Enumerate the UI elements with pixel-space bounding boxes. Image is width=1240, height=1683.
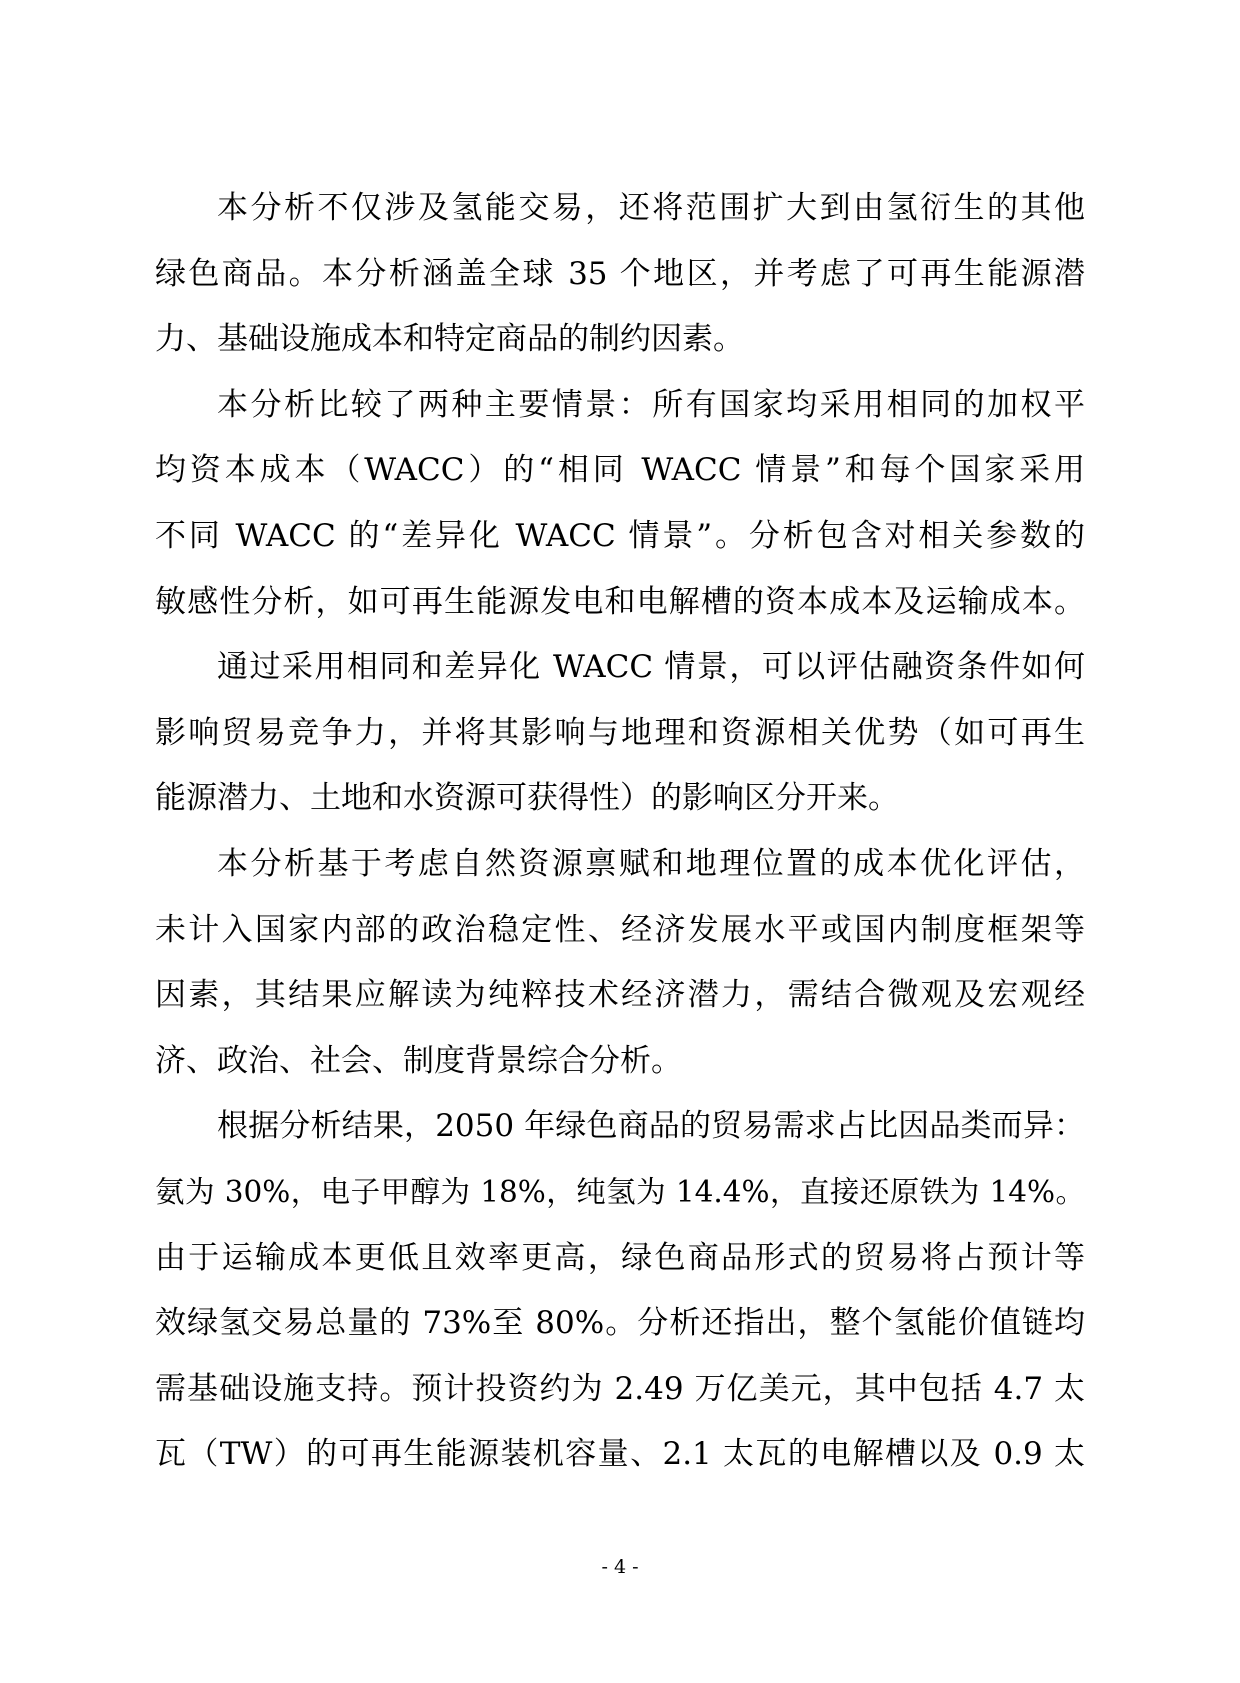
paragraph-4-line-1: 本分析基于考虑自然资源禀赋和地理位置的成本优化评估， [217,845,1085,882]
paragraph-3-line-2: 影响贸易竞争力，并将其影响与地理和资源相关优势（如可再生 [155,714,1085,751]
page-number: - 4 - [601,1556,639,1578]
paragraph-5-line-6: 瓦（TW）的可再生能源装机容量、2.1 太瓦的电解槽以及 0.9 太 [155,1436,1085,1473]
paragraph-4-line-2: 未计入国家内部的政治稳定性、经济发展水平或国内制度框架等 [155,911,1085,948]
paragraph-4-line-3: 因素，其结果应解读为纯粹技术经济潜力，需结合微观及宏观经 [155,977,1085,1014]
paragraph-4-line-4: 济、政治、社会、制度背景综合分析。 [155,1042,682,1079]
paragraph-2-line-2: 均资本成本（WACC）的“相同 WACC 情景”和每个国家采用 [155,452,1085,489]
paragraph-3-line-1: 通过采用相同和差异化 WACC 情景，可以评估融资条件如何 [217,649,1085,686]
paragraph-2-line-3: 不同 WACC 的“差异化 WACC 情景”。分析包含对相关参数的 [155,517,1085,554]
paragraph-5-line-5: 需基础设施支持。预计投资约为 2.49 万亿美元，其中包括 4.7 太 [155,1370,1085,1407]
paragraph-5-line-1: 根据分析结果，2050 年绿色商品的贸易需求占比因品类而异： [217,1108,1085,1145]
paragraph-5-line-4: 效绿氢交易总量的 73%至 80%。分析还指出，整个氢能价值链均 [155,1305,1085,1342]
paragraph-2-line-1: 本分析比较了两种主要情景：所有国家均采用相同的加权平 [217,386,1085,423]
paragraph-1-line-2: 绿色商品。本分析涵盖全球 35 个地区，并考虑了可再生能源潜 [155,255,1085,292]
paragraph-5-line-3: 由于运输成本更低且效率更高，绿色商品形式的贸易将占预计等 [155,1239,1085,1276]
paragraph-1-line-3: 力、基础设施成本和特定商品的制约因素。 [155,321,744,358]
paragraph-3-line-3: 能源潜力、土地和水资源可获得性）的影响区分开来。 [155,780,899,817]
paragraph-2-line-4: 敏感性分析，如可再生能源发电和电解槽的资本成本及运输成本。 [155,583,1085,620]
body-text [155,176,1085,1488]
paragraph-5-line-2: 氨为 30%，电子甲醇为 18%，纯氢为 14.4%，直接还原铁为 14%。 [155,1174,1085,1209]
paragraph-1-line-1: 本分析不仅涉及氢能交易，还将范围扩大到由氢衍生的其他 [217,190,1085,226]
